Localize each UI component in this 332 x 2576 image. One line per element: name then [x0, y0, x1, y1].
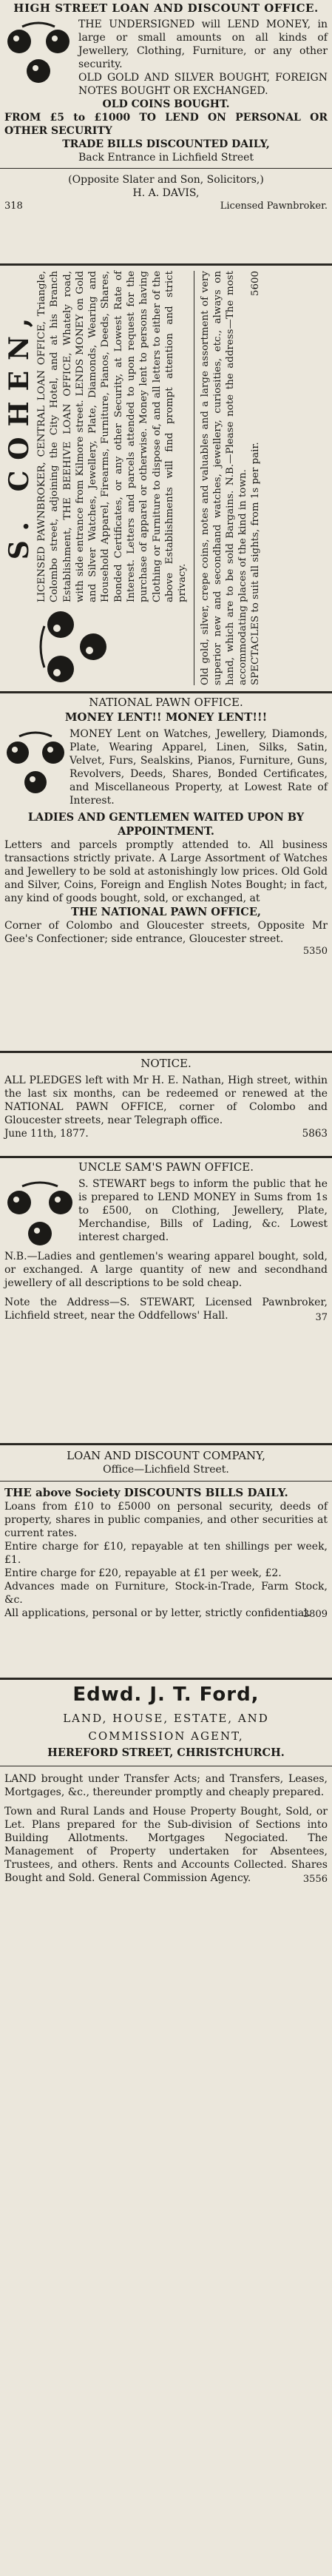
divider — [0, 1156, 332, 1158]
pawnbroker-balls-icon — [6, 729, 65, 803]
ad-subheader: LADIES AND GENTLEMEN WAITED UPON BY APPOINTMENT. — [27, 811, 305, 838]
ad-address: Corner of Colombo and Gloucester streets, Opposite Mr Gee's Confectioner; side entrance, Gloucester street. — [4, 920, 328, 945]
ad-body: LICENSED PAWNBROKER, CENTRAL LOAN OFFICE, Triangle, Colombo street, adjoining the City Hotel, and at his Branch Establishment, THE BEEHIVE LOAN OFFICE, Whately road, with side entrance from Kilmore street. LENDS MONEY on Gold and Silver Watches, Jewellery, Plate, Diamonds, Wearing and Household Apparel, Firearms, Furniture, Pianos, Deeds, Shares, Bonded Certificates, or any other Security, at Lowest Rate of Interest. Letters and parcels attended to upon request for the purchase of apparel or otherwise. Money lent to persons having Clothing or Furniture to dispose of, and all letters to either of the above Establishments will find prompt attention and strict privacy. — [36, 271, 189, 602]
divider — [0, 1051, 332, 1053]
ad-number: 37 — [315, 1312, 328, 1323]
ad-date: June 11th, 1877. — [4, 1128, 89, 1140]
pawnbroker-balls-icon — [37, 608, 111, 685]
ad-name: H. A. DAVIS, — [132, 187, 200, 199]
ad-name: S. COHEN, — [4, 307, 35, 560]
ad-address: (Opposite Slater and Son, Solicitors,) — [68, 174, 264, 186]
ad-header: NOTICE. — [140, 1057, 192, 1070]
ad-number: 5350 — [302, 946, 328, 957]
ad-banner: MONEY LENT!! MONEY LENT!!! — [64, 710, 268, 724]
ad-line: OLD GOLD AND SILVER BOUGHT, FOREIGN NOTES BOUGHT OR EXCHANGED. — [78, 72, 328, 97]
ad-side-text: Old gold, silver, crepe coins, notes and valuables and a large assortment of very superior new and secondhand watches, jewellery, curiosities, etc., always on hand, which are to be sold Bargains. N.B.—Please note the address—The most accommodating places of the kind in town. — [199, 271, 249, 685]
ad-body: Advances made on Furniture, Stock-in-Trade, Farm Stock, &c. — [4, 1580, 328, 1606]
ad-uncle-sams-pawn-office — [0, 1160, 332, 1323]
ad-body: LAND brought under Transfer Acts; and Transfers, Leases, Mortgages, &c., thereunder promptly and cheaply prepared. — [4, 1773, 328, 1798]
ad-line: LAND, HOUSE, ESTATE, AND — [63, 1712, 269, 1725]
ad-line: Back Entrance in Lichfield Street — [78, 152, 254, 164]
ad-subheader: Office—Lichfield Street. — [103, 1464, 229, 1476]
ad-header: LOAN AND DISCOUNT COMPANY, — [67, 1449, 265, 1462]
divider — [0, 1678, 332, 1680]
ad-body: S. STEWART begs to inform the public that he is prepared to LEND MONEY in Sums from 1s to £500, on Clothing, Jewellery, Plate, Merchandise, Bills of Lading, &c. Lowest interest charged. — [78, 1178, 328, 1243]
ad-header: UNCLE SAM'S PAWN OFFICE. — [78, 1160, 254, 1174]
ad-line: TRADE BILLS DISCOUNTED DAILY, — [62, 138, 270, 150]
ad-cohen — [0, 268, 332, 688]
ad-high-street-loan — [0, 1, 332, 212]
ad-name: THE NATIONAL PAWN OFFICE, — [71, 906, 261, 918]
ad-header: HIGH STREET LOAN AND DISCOUNT OFFICE. — [13, 1, 319, 15]
ad-body: Entire charge for £20, repayable at £1 per week, £2. — [4, 1567, 282, 1579]
divider — [0, 1443, 332, 1445]
pawnbroker-balls-icon — [6, 19, 71, 87]
ad-ford-land-agent — [0, 1683, 332, 1885]
pawnbroker-balls-icon — [6, 1179, 74, 1251]
ad-body: ALL PLEDGES left with Mr H. E. Nathan, High street, within the last six months, can be redeemed or renewed at the NATIONAL PAWN OFFICE, corner of Colombo and Gloucester streets, near Telegraph office. — [4, 1075, 328, 1126]
ad-line: COMMISSION AGENT, — [88, 1729, 244, 1743]
ad-body: All applications, personal or by letter, strictly confidential. — [4, 1607, 311, 1619]
ad-body: Letters and parcels promptly attended to. All business transactions strictly private. A Large Assortment of Watches and Jewellery to be sold at astonishingly low prices. Old Gold and Silver, Coins, Foreign and English Notes Bought; in fact, any kind of goods bought, sold, or exchanged, at — [4, 839, 328, 904]
ad-line: FROM £5 to £1000 TO LEND ON PERSONAL OR OTHER SECURITY — [4, 112, 328, 137]
ad-number: 5863 — [302, 1128, 328, 1140]
ad-body: Entire charge for £10, repayable at ten shillings per week, £1. — [4, 1540, 328, 1566]
divider — [0, 263, 332, 266]
ad-number: 3809 — [302, 1608, 328, 1620]
ad-header: NATIONAL PAWN OFFICE. — [89, 696, 243, 709]
ad-title: Licensed Pawnbroker. — [220, 201, 328, 212]
ad-body: MONEY Lent on Watches, Jewellery, Diamonds, Plate, Wearing Apparel, Linen, Silks, Satin, Velvet, Furs, Sealskins, Pianos, Furniture, Guns, Revolvers, Deeds, Shares, Bonded Certificates, and Miscellaneous Property, at Lowest Rate of Interest. — [70, 728, 328, 807]
divider — [0, 691, 332, 693]
divider — [0, 168, 332, 169]
ad-body: THE UNDERSIGNED will LEND MONEY, in large or small amounts on all kinds of Jewellery, Clothing, Furniture, or any other security. — [78, 19, 328, 70]
ad-line: HEREFORD STREET, CHRISTCHURCH. — [47, 1746, 285, 1759]
ad-loan-discount-company — [0, 1449, 332, 1620]
ad-footer: SPECTACLES to suit all sights, from 1s per pair. — [249, 442, 261, 685]
ad-number: 318 — [4, 201, 23, 212]
ad-number: 3556 — [302, 1874, 328, 1885]
ad-nb: N.B.—Ladies and gentlemen's wearing apparel bought, sold, or exchanged. A large quantity of new and secondhand jewellery of all descriptions to be sold cheap. — [4, 1251, 328, 1289]
ad-body: THE above Society DISCOUNTS BILLS DAILY. — [4, 1486, 288, 1499]
ad-line: OLD COINS BOUGHT. — [102, 98, 230, 110]
ad-body: Loans from £10 to £5000 on personal security, deeds of property, shares in public companies, and other securities at current rates. — [4, 1500, 328, 1539]
divider — [0, 1481, 332, 1482]
ad-address: Note the Address—S. STEWART, Licensed Pawnbroker, Lichfield street, near the Oddfellows' Hall. — [4, 1297, 328, 1322]
ad-number: 5600 — [249, 271, 261, 297]
ad-body: Town and Rural Lands and House Property Bought, Sold, or Let. Plans prepared for the Sub-division of Sections into Building Allotments. Mortgages Negociated. The Management of Property undertaken for Absentees, Trustees, and others. Rents and Accounts Collected. Shares Bought and Sold. General Commission Agency. — [4, 1806, 328, 1884]
ad-notice — [0, 1057, 332, 1140]
ad-national-pawn-office — [0, 696, 332, 958]
ad-name: Edwd. J. T. Ford, — [72, 1684, 260, 1706]
